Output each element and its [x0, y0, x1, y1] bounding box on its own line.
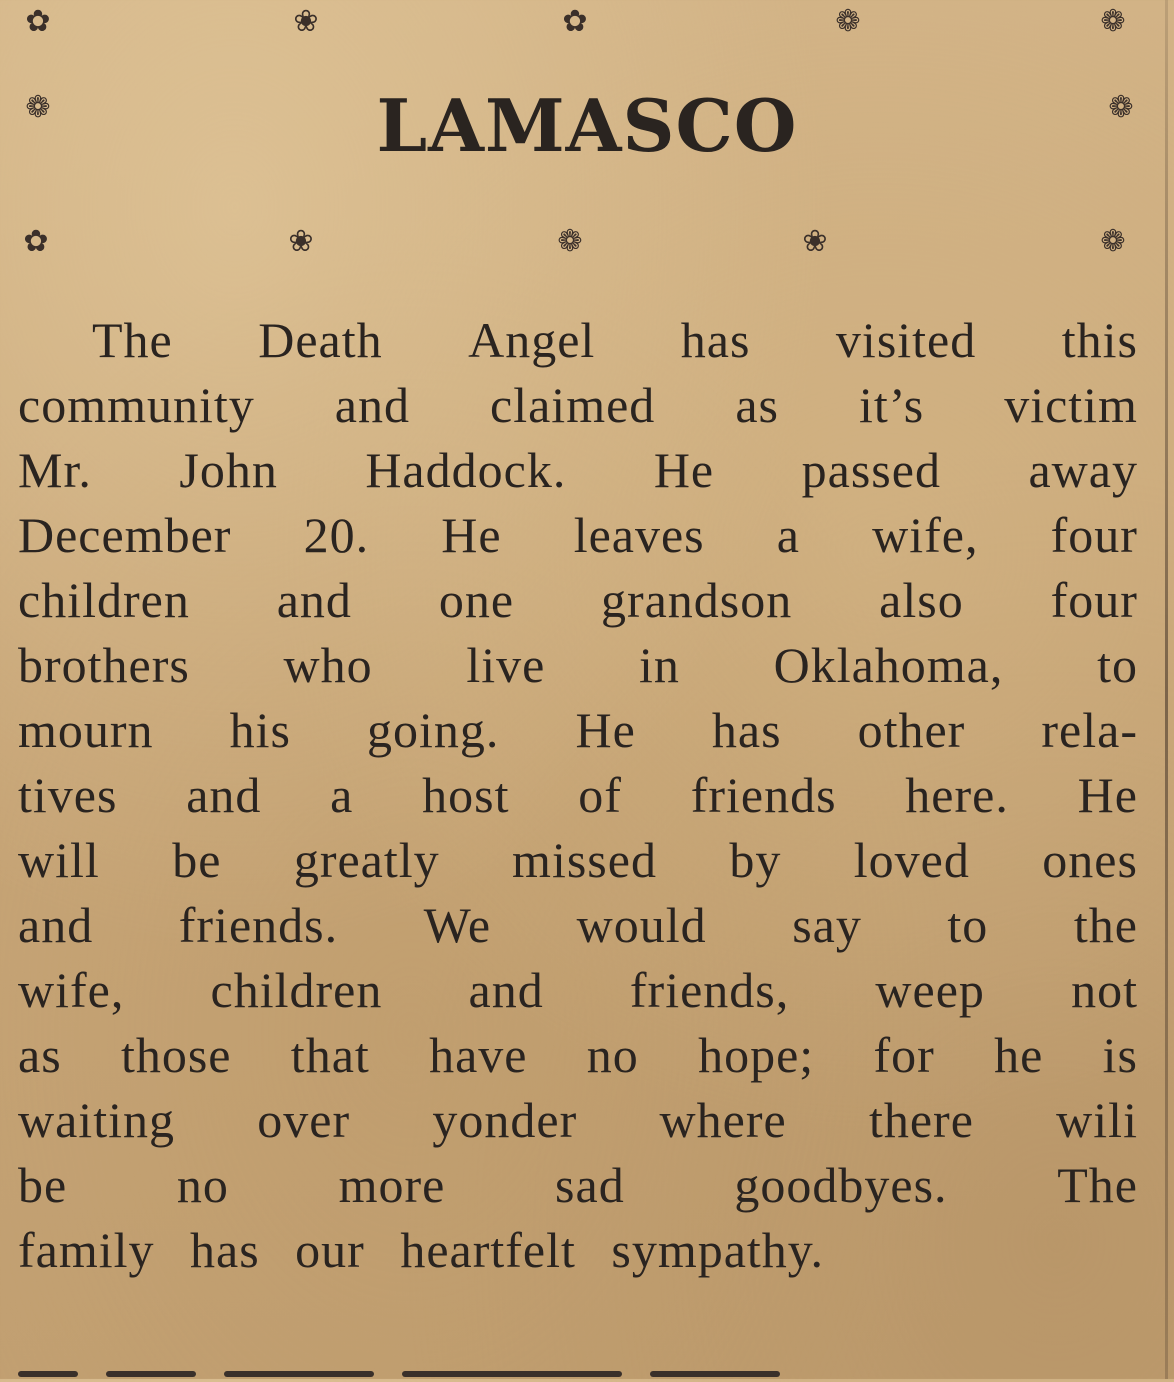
ornament-row-top [0, 2, 1174, 42]
article-line: The Death Angel has visited this [92, 312, 1138, 368]
article-line: Mr. John Haddock. He passed away [18, 442, 1138, 498]
article-line: tives and a host of friends here. He [18, 767, 1138, 823]
ornament-row-bottom [0, 222, 1174, 262]
flower-ornament-icon: ❀ [288, 224, 314, 259]
flower-ornament-icon: ❁ [1100, 4, 1126, 39]
article-line: mourn his going. He has other rela- [18, 702, 1138, 758]
article-body [18, 308, 1138, 1283]
article-line: and friends. We would say to the [18, 897, 1138, 953]
flower-ornament-icon: ❁ [25, 90, 51, 125]
headline: LAMASCO [376, 83, 798, 168]
flower-ornament-icon: ✿ [23, 224, 49, 259]
flower-ornament-icon: ❁ [835, 4, 861, 39]
flower-ornament-icon: ✿ [25, 4, 51, 39]
article-line: family has our heartfelt sympathy. [18, 1222, 825, 1278]
flower-ornament-icon: ❁ [1100, 224, 1126, 259]
flower-ornament-icon: ❁ [557, 224, 583, 259]
article-line: brothers who live in Oklahoma, to [18, 637, 1138, 693]
column-rule [1165, 0, 1168, 1379]
article-line: will be greatly missed by loved ones [18, 832, 1138, 888]
article-line: December 20. He leaves a wife, four [18, 507, 1138, 563]
article-line: as those that have no hope; for he is [18, 1027, 1138, 1083]
flower-ornament-icon: ❀ [293, 4, 319, 39]
flower-ornament-icon: ❀ [802, 224, 828, 259]
article-line: children and one grandson also four [18, 572, 1138, 628]
article-line: wife, children and friends, weep not [18, 962, 1138, 1018]
cut-off-next-line [18, 1362, 1118, 1382]
article-line: community and claimed as it’s victim [18, 377, 1138, 433]
flower-ornament-icon: ✿ [562, 4, 588, 39]
article-line: waiting over yonder where there wili [18, 1092, 1138, 1148]
flower-ornament-icon: ❁ [1108, 90, 1134, 125]
article-line: be no more sad goodbyes. The [18, 1157, 1138, 1213]
